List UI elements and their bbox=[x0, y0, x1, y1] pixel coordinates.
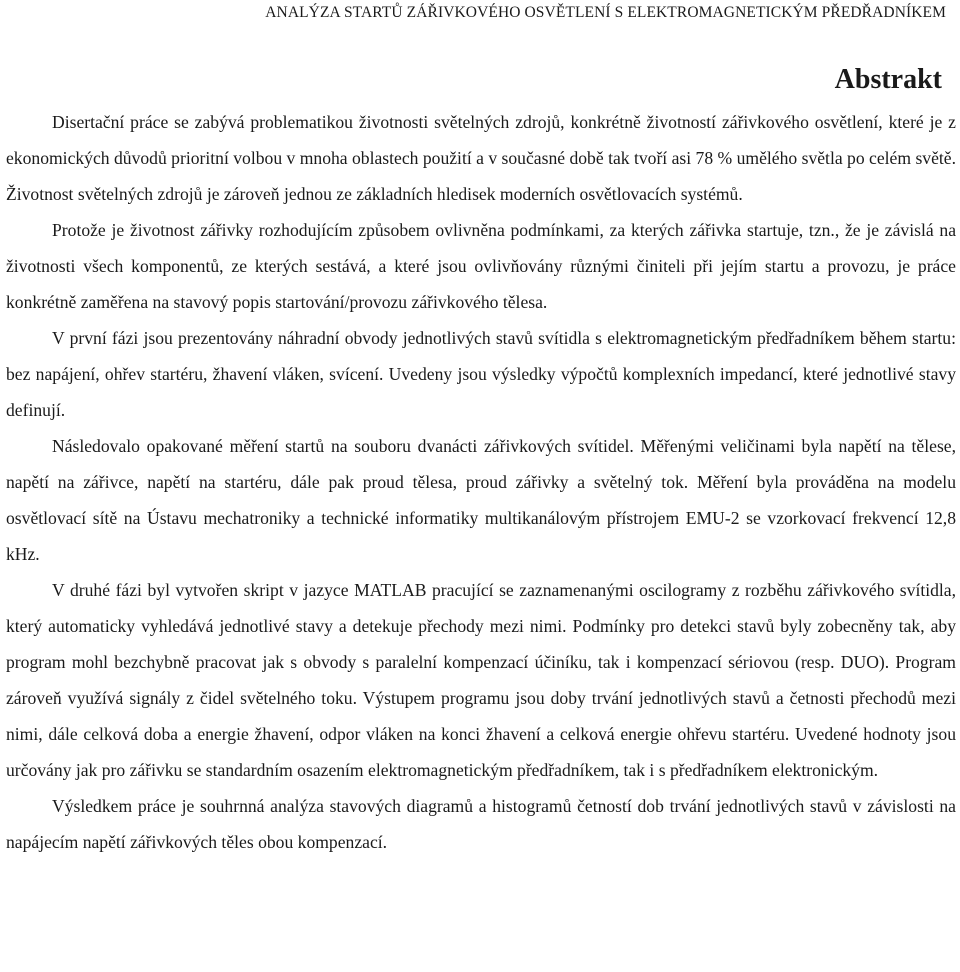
abstract-paragraph: V druhé fázi byl vytvořen skript v jazyce MATLAB pracující se zaznamenanými oscilogramy z rozběhu zářivkového svítidla, který automaticky vyhledává jednotlivé stavy a detekuje přechody mezi nimi. Podmínky pro detekci stavů byly zobecněny tak, aby program mohl bezchybně pracovat jak s obvody s paralelní kompenzací účiníku, tak i kompenzací sériovou (resp. DUO). Program zároveň využívá signály z čidel světelného toku. Výstupem programu jsou doby trvání jednotlivých stavů a četnosti přechodů mezi nimi, dále celková doba a energie žhavení, odpor vláken na konci žhavení a celková energie ohřevu startéru. Uvedené hodnoty jsou určovány jak pro zářivku se standardním osazením elektromagnetickým předřadníkem, tak i s předřadníkem elektronickým. bbox=[6, 580, 956, 780]
abstract-paragraph: V první fázi jsou prezentovány náhradní obvody jednotlivých stavů svítidla s elektromagnetickým předřadníkem během startu: bez napájení, ohřev startéru, žhavení vláken, svícení. Uvedeny jsou výsledky výpočtů komplexních impedancí, které jednotlivé stavy definují. bbox=[6, 328, 956, 420]
abstract-body bbox=[6, 104, 956, 860]
abstract-paragraph: Protože je životnost zářivky rozhodujícím způsobem ovlivněna podmínkami, za kterých zářivka startuje, tzn., že je závislá na životnosti všech komponentů, ze kterých sestává, a které jsou ovlivňovány různými činiteli při jejím startu a provozu, je práce konkrétně zaměřena na stavový popis startování/provozu zářivkového tělesa. bbox=[6, 220, 956, 312]
abstract-paragraph: Výsledkem práce je souhrnná analýza stavových diagramů a histogramů četností dob trvání jednotlivých stavů v závislosti na napájecím napětí zářivkových těles obou kompenzací. bbox=[6, 796, 956, 852]
abstract-paragraph: Následovalo opakované měření startů na souboru dvanácti zářivkových svítidel. Měřenými veličinami byla napětí na tělese, napětí na zářivce, napětí na startéru, dále pak proud tělesa, proud zářivky a světelný tok. Měření byla prováděna na modelu osvětlovací sítě na Ústavu mechatroniky a technické informatiky multikanálovým přístrojem EMU-2 se vzorkovací frekvencí 12,8 kHz. bbox=[6, 436, 956, 564]
running-header: ANALÝZA STARTŮ ZÁŘIVKOVÉHO OSVĚTLENÍ S ELEKTROMAGNETICKÝM PŘEDŘADNÍKEM bbox=[265, 4, 946, 21]
abstract-paragraph: Disertační práce se zabývá problematikou životnosti světelných zdrojů, konkrétně životností zářivkového osvětlení, které je z ekonomických důvodů prioritní volbou v mnoha oblastech použití a v současné době tak tvoří asi 78 % umělého světla po celém světě. Životnost světelných zdrojů je zároveň jednou ze základních hledisek moderních osvětlovacích systémů. bbox=[6, 112, 956, 204]
abstract-heading: Abstrakt bbox=[834, 64, 942, 95]
